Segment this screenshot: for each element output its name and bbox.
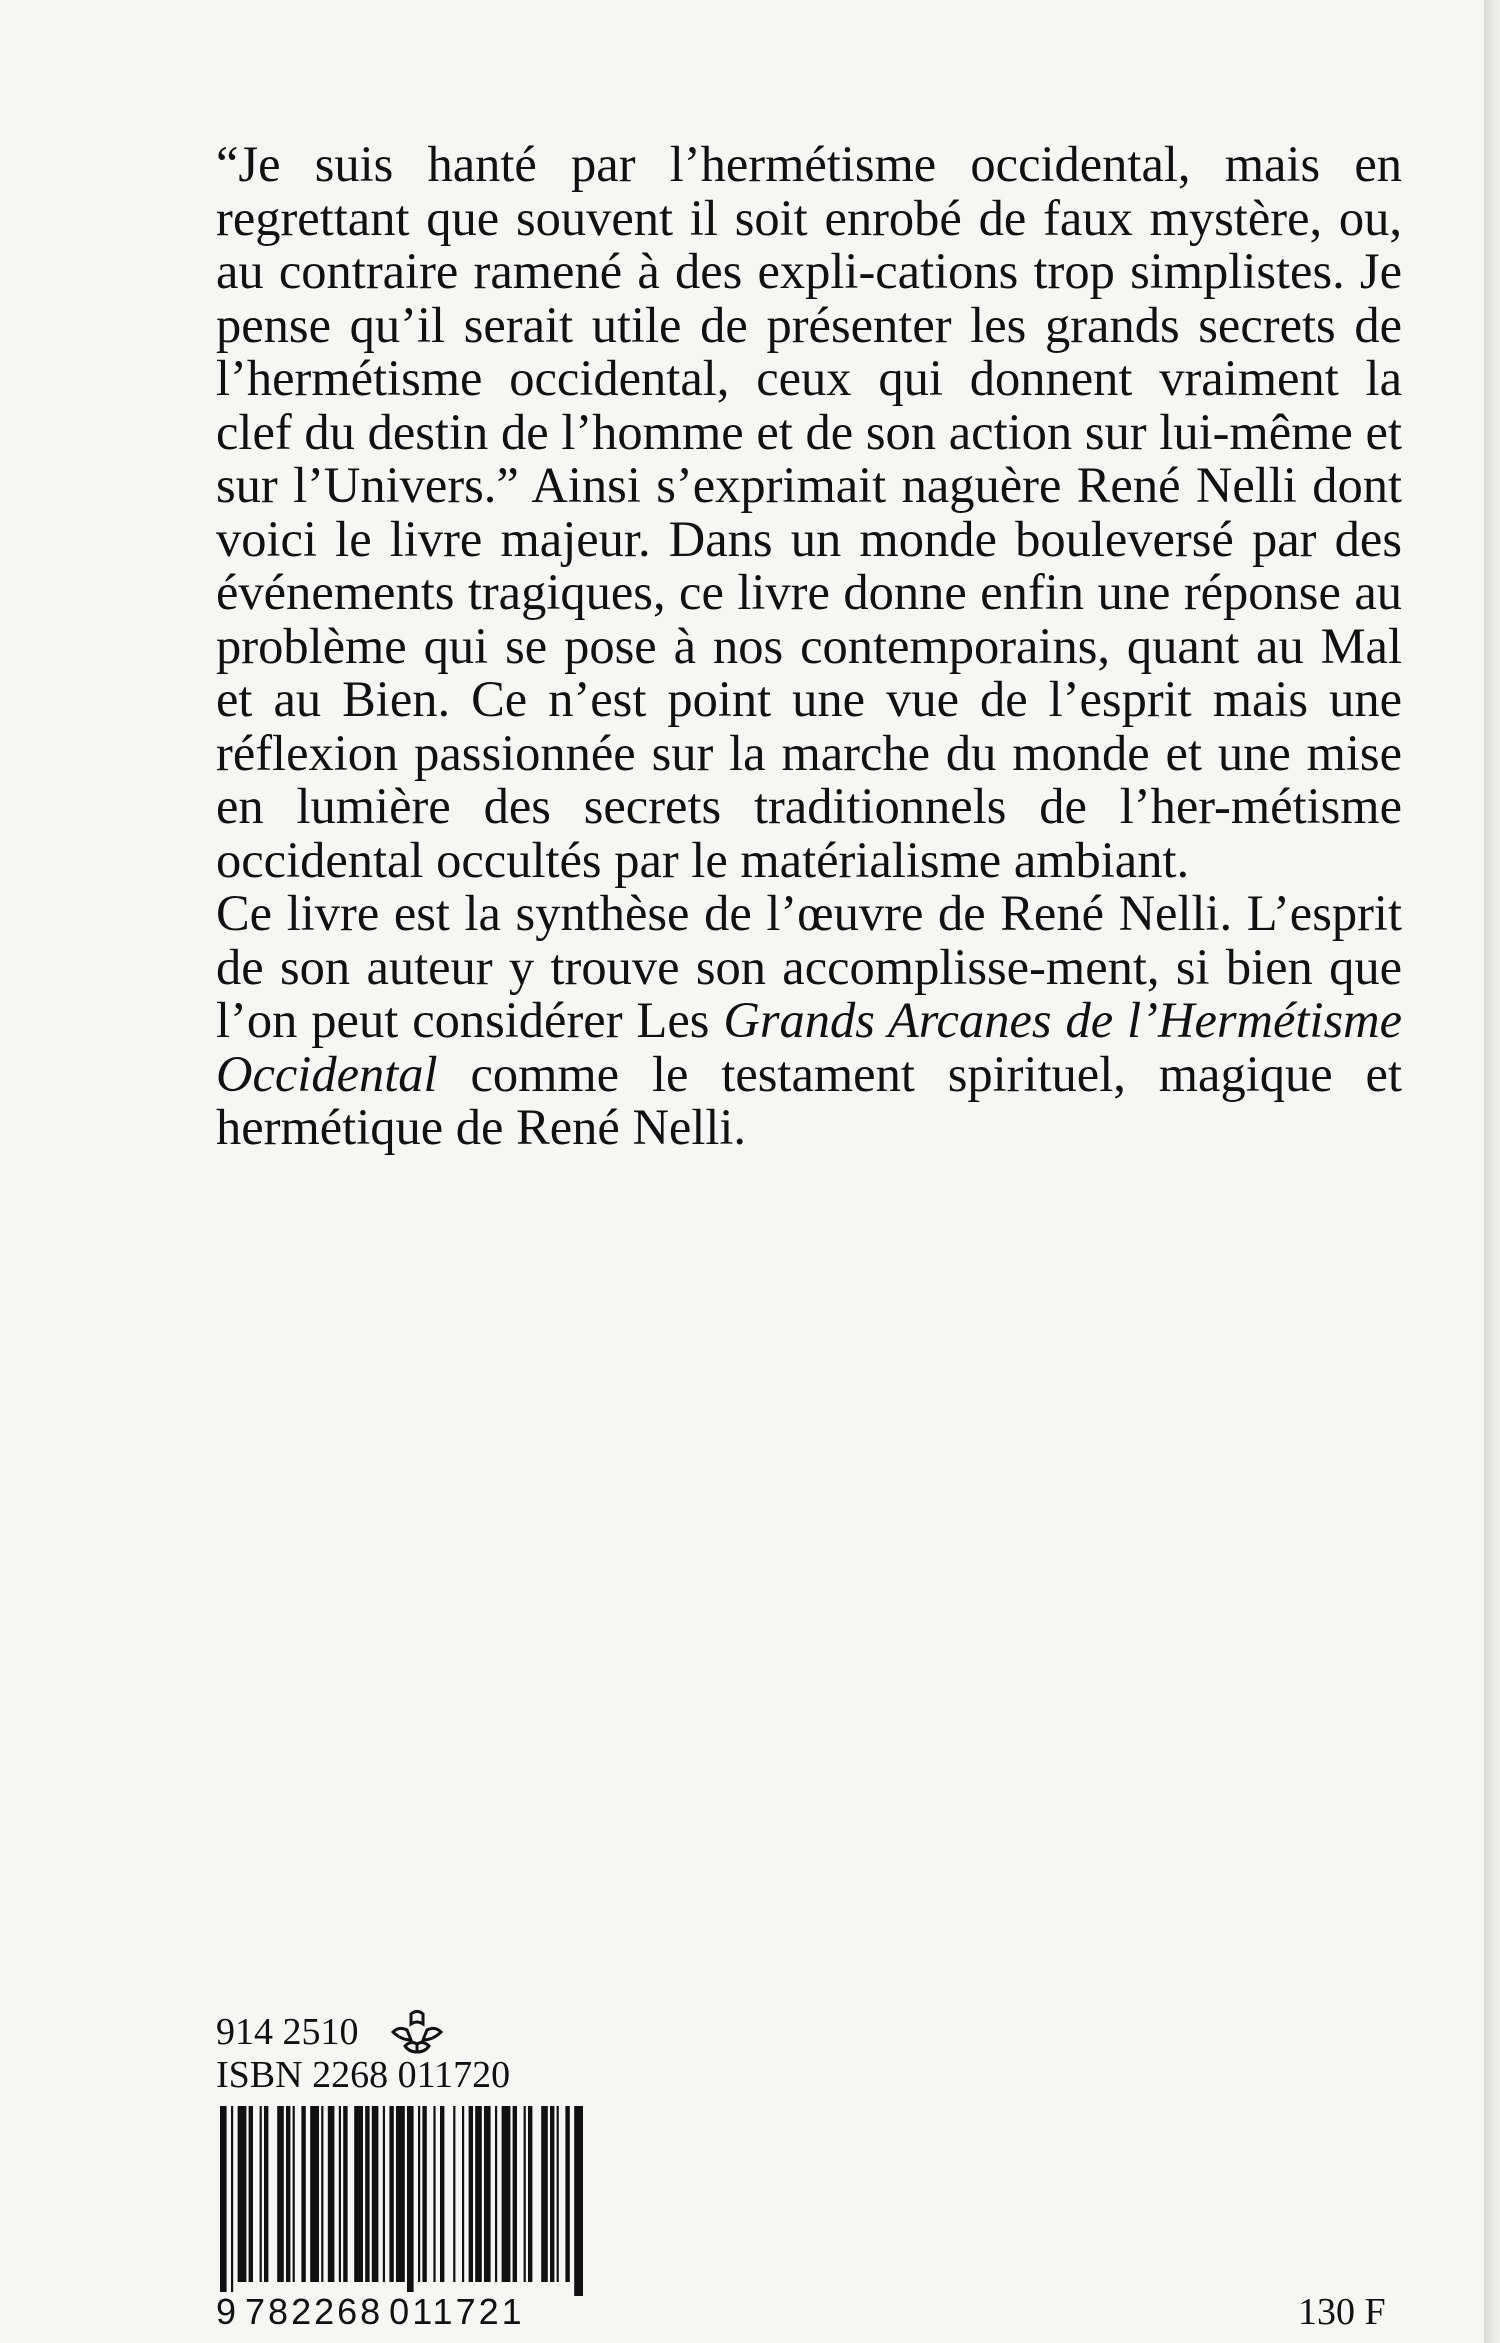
- barcode-bar: [372, 2106, 379, 2282]
- barcode-bar: [238, 2106, 247, 2282]
- barcode-bar: [220, 2106, 227, 2296]
- barcode-bar: [418, 2106, 420, 2282]
- barcode-bar: [528, 2106, 532, 2282]
- barcode-bar: [310, 2106, 319, 2282]
- barcode-bar: [321, 2106, 323, 2282]
- barcode-bar: [524, 2106, 526, 2282]
- barcode-bar: [462, 2106, 464, 2282]
- barcode-bar: [453, 2106, 455, 2282]
- blurb-paragraph-1: [216, 138, 1402, 887]
- barcode-digits-right: 011721: [389, 2291, 525, 2332]
- barcode-bar: [574, 2106, 583, 2296]
- barcode-digits-left: 782268: [245, 2291, 384, 2332]
- blurb-line: en lumière des secrets traditionnels de l’her-: [216, 778, 1231, 834]
- barcode-bar: [264, 2106, 268, 2282]
- ean-barcode: [216, 2106, 590, 2296]
- blurb-line: en regrettant que souvent il soit enrobé de faux: [216, 136, 1403, 246]
- blurb-paragraph-2: [216, 887, 1402, 1155]
- blurb-line: cations trop simplistes. Je pense qu’il serait utile: [216, 243, 1402, 353]
- barcode-bar: [286, 2106, 290, 2282]
- barcode-bar: [354, 2106, 363, 2282]
- blurb-text: comme le testament spirituel, magique et hermétique de René Nelli.: [216, 1045, 1402, 1155]
- blurb-line: métisme occidental occultés par le matérialisme: [216, 778, 1402, 888]
- cover-edge: [1484, 0, 1500, 2343]
- publisher-logo-icon: [389, 2010, 445, 2054]
- barcode-bar: [365, 2106, 369, 2282]
- barcode-bars: [216, 2106, 590, 2296]
- barcode-bar: [565, 2106, 569, 2282]
- back-cover-blurb: [216, 138, 1402, 1155]
- barcode-bar: [433, 2106, 435, 2282]
- blurb-line: de présenter les grands secrets de l’hermétisme: [216, 296, 1403, 406]
- barcode-bar: [231, 2106, 233, 2296]
- blurb-text: Ce livre est la synthèse de l’œuvre de René Nelli. L’esprit de son auteur y trouve son accomplisse-ment, si bien que l’on peut considérer Les: [216, 885, 1402, 1048]
- barcode-bar: [422, 2106, 426, 2282]
- catalog-codes: [216, 2010, 816, 2096]
- catalog-number: 914 2510: [216, 2011, 359, 2053]
- barcode-bar: [249, 2106, 253, 2282]
- barcode-digits: [216, 2292, 590, 2332]
- barcode-bar: [513, 2106, 517, 2282]
- barcode-bar: [557, 2106, 559, 2282]
- blurb-line: donne enfin une réponse au problème qui se pose: [216, 564, 1402, 674]
- blurb-line: à nos contemporains, quant au Mal et au Bien. Ce: [216, 617, 1403, 727]
- blurb-line: passionnée sur la marche du monde et une mise: [414, 724, 1403, 781]
- catalog-line: [216, 2010, 816, 2054]
- barcode-bar: [260, 2106, 262, 2282]
- blurb-line: mystère, ou, au contraire ramené à des expli-: [216, 189, 1403, 299]
- barcode-bar: [343, 2106, 347, 2282]
- blurb-line: ambiant.: [1013, 831, 1190, 888]
- barcode-bar: [541, 2106, 548, 2282]
- barcode-bar: [277, 2106, 284, 2282]
- blurb-line: “Je suis hanté par l’hermétisme occidental, mais: [216, 136, 1321, 192]
- blurb-line: Nelli dont voici le livre majeur. Dans un monde: [216, 457, 1403, 567]
- barcode-bar: [389, 2106, 393, 2282]
- blurb-line: bouleversé par des événements tragiques, ce livre: [216, 510, 1402, 620]
- barcode-bar: [293, 2106, 295, 2282]
- barcode-bar: [475, 2106, 482, 2282]
- barcode-bar: [550, 2106, 554, 2282]
- barcode-bar: [407, 2106, 414, 2296]
- blurb-line: et sur l’Univers.” Ainsi s’exprimait naguère René: [216, 403, 1402, 513]
- blurb-line: destin de l’homme et de son action sur lui-même: [367, 403, 1353, 460]
- barcode-bar: [440, 2106, 444, 2282]
- barcode-bar: [339, 2106, 341, 2282]
- book-title-italic: Grands Arcanes de l’Hermétisme Occidental: [216, 992, 1402, 1102]
- isbn-line: ISBN 2268 011720: [216, 2054, 511, 2096]
- barcode-bar: [383, 2106, 385, 2282]
- barcode-bar: [396, 2106, 405, 2282]
- barcode-bar: [495, 2106, 497, 2282]
- blurb-line: n’est point une vue de l’esprit mais une réflexion: [216, 671, 1402, 781]
- barcode-digit-first: 9: [216, 2291, 240, 2332]
- barcode-bar: [328, 2106, 335, 2282]
- barcode-bar: [469, 2106, 473, 2282]
- barcode-bar: [301, 2106, 305, 2282]
- barcode-bar: [502, 2106, 511, 2282]
- price-label: 130 F: [1298, 2291, 1386, 2333]
- blurb-line: occidental, ceux qui donnent vraiment la clef du: [216, 350, 1402, 460]
- barcode-bar: [484, 2106, 491, 2282]
